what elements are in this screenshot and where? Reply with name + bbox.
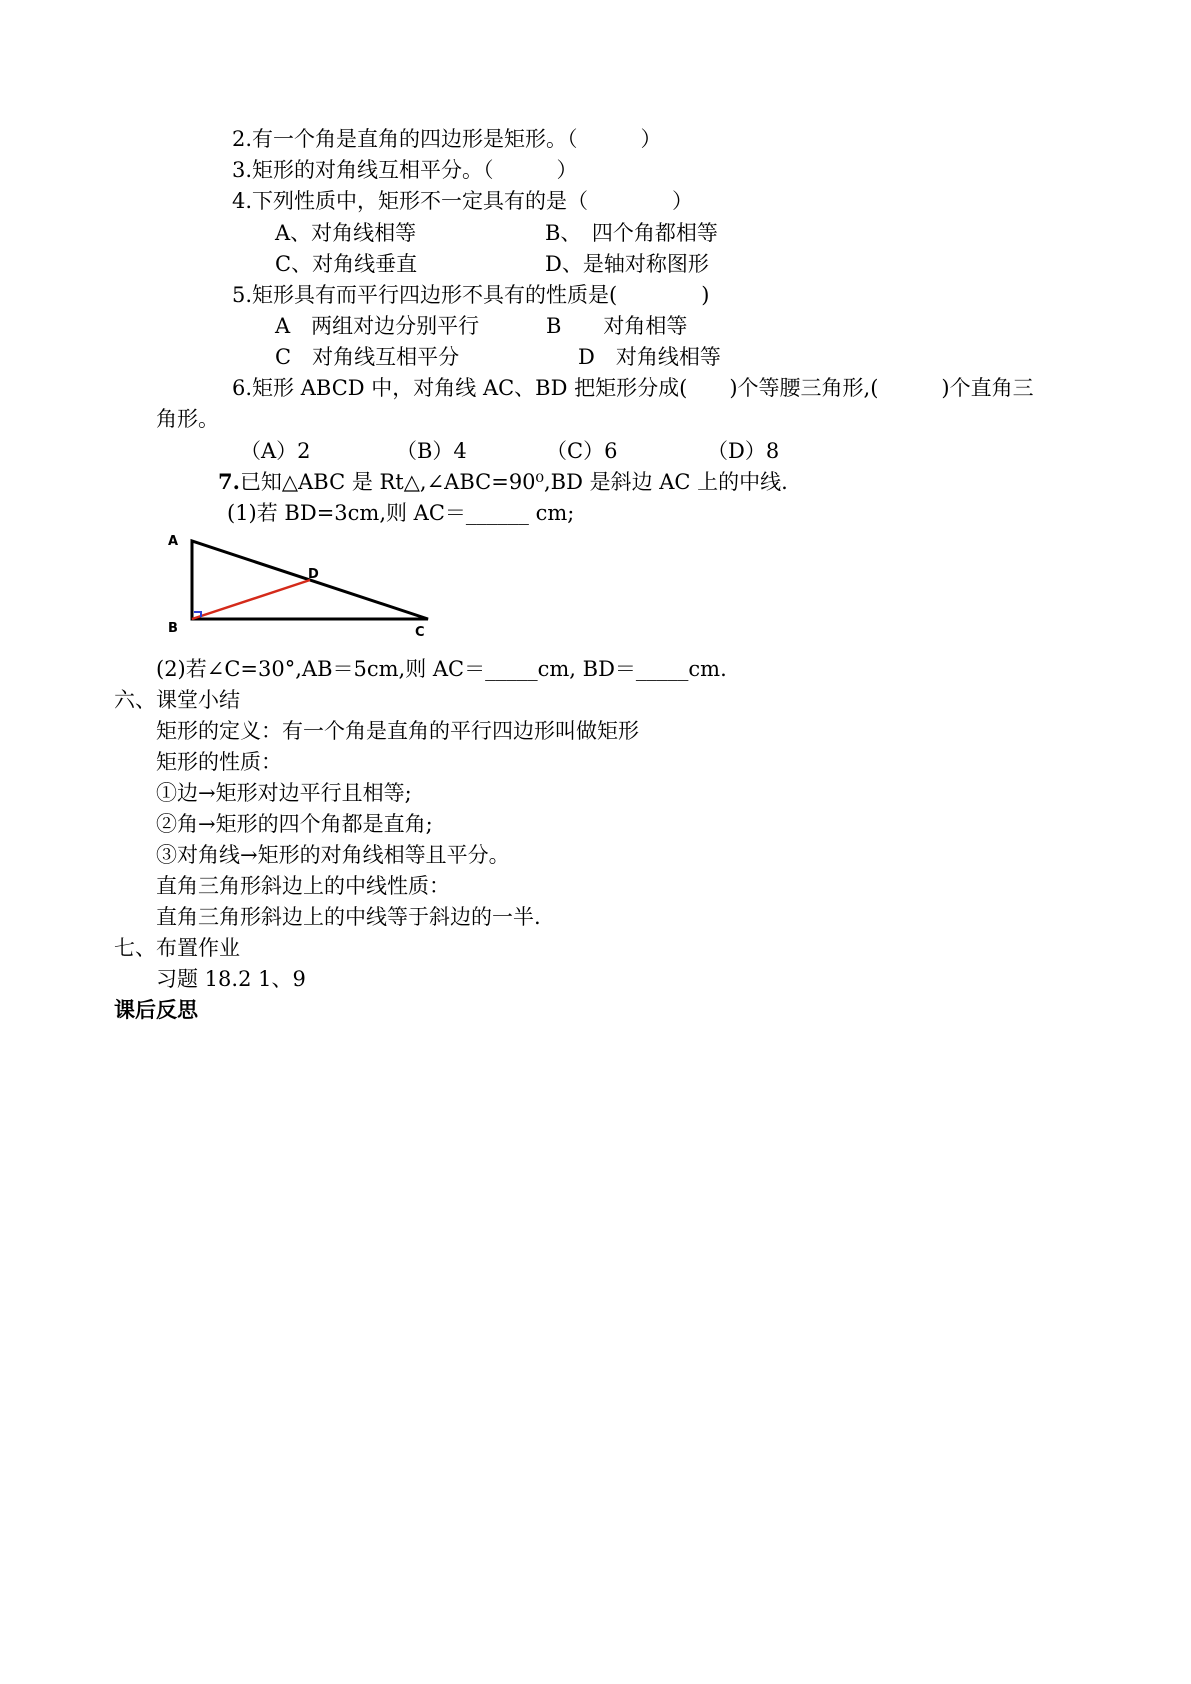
question-7 [218, 467, 788, 497]
median-property-text: 直角三角形斜边上的中线等于斜边的一半. [156, 905, 541, 929]
point-d-label: D [308, 567, 319, 582]
median-property-title: 直角三角形斜边上的中线性质： [156, 874, 450, 898]
vertex-b-label: B [168, 621, 178, 636]
question-7-text: 已知△ABC 是 Rt△,∠ABC=90⁰,BD 是斜边 AC 上的中线. [239, 470, 788, 494]
question-7-part-2: (2)若∠C=30°,AB＝5cm,则 AC＝_____cm, BD＝_____cm. [156, 657, 727, 681]
property-sides: ①边→矩形对边平行且相等; [156, 781, 412, 805]
question-4-option-a: A、对角线相等 [275, 221, 417, 245]
question-3: 3.矩形的对角线互相平分。（ ） [232, 158, 578, 182]
question-6-option-c: （C）6 [546, 439, 618, 463]
question-6-option-b: （B）4 [396, 439, 467, 463]
question-5: 5.矩形具有而平行四边形不具有的性质是( ) [232, 283, 710, 307]
homework-text: 习题 18.2 1、9 [156, 967, 306, 991]
median-bd [192, 580, 310, 619]
vertex-a-label: A [168, 535, 179, 549]
question-5-option-d: D 对角线相等 [578, 345, 721, 369]
question-5-option-c: C 对角线互相平分 [275, 345, 460, 369]
question-4: 4.下列性质中，矩形不一定具有的是（ ） [232, 189, 694, 213]
question-7-part-1: (1)若 BD=3cm,则 AC＝______ cm; [227, 501, 575, 525]
question-4-option-b: B、 四个角都相等 [545, 221, 718, 245]
rectangle-properties-title: 矩形的性质： [156, 750, 282, 774]
reflection-heading: 课后反思 [114, 997, 198, 1022]
question-5-option-b: B 对角相等 [546, 314, 688, 338]
right-triangle-figure [160, 535, 435, 645]
vertex-c-label: C [415, 625, 425, 640]
question-5-option-a: A 两组对边分别平行 [275, 314, 480, 338]
question-4-option-c: C、对角线垂直 [275, 252, 418, 276]
question-6-line-2: 角形。 [156, 407, 219, 431]
rectangle-definition: 矩形的定义：有一个角是直角的平行四边形叫做矩形 [156, 719, 639, 743]
property-angles: ②角→矩形的四个角都是直角; [156, 812, 433, 836]
property-diagonals: ③对角线→矩形的对角线相等且平分。 [156, 843, 510, 867]
question-6-option-d: （D）8 [707, 439, 780, 463]
question-7-number: 7. [218, 469, 240, 494]
question-6-line-1: 6.矩形 ABCD 中，对角线 AC、BD 把矩形分成( )个等腰三角形,( )个直角三 [232, 376, 1034, 400]
question-2: 2.有一个角是直角的四边形是矩形。（ ） [232, 127, 662, 151]
homework-heading: 七、布置作业 [114, 936, 240, 960]
question-4-option-d: D、是轴对称图形 [545, 252, 709, 276]
summary-heading: 六、课堂小结 [114, 688, 240, 712]
question-6-option-a: （A）2 [240, 439, 311, 463]
